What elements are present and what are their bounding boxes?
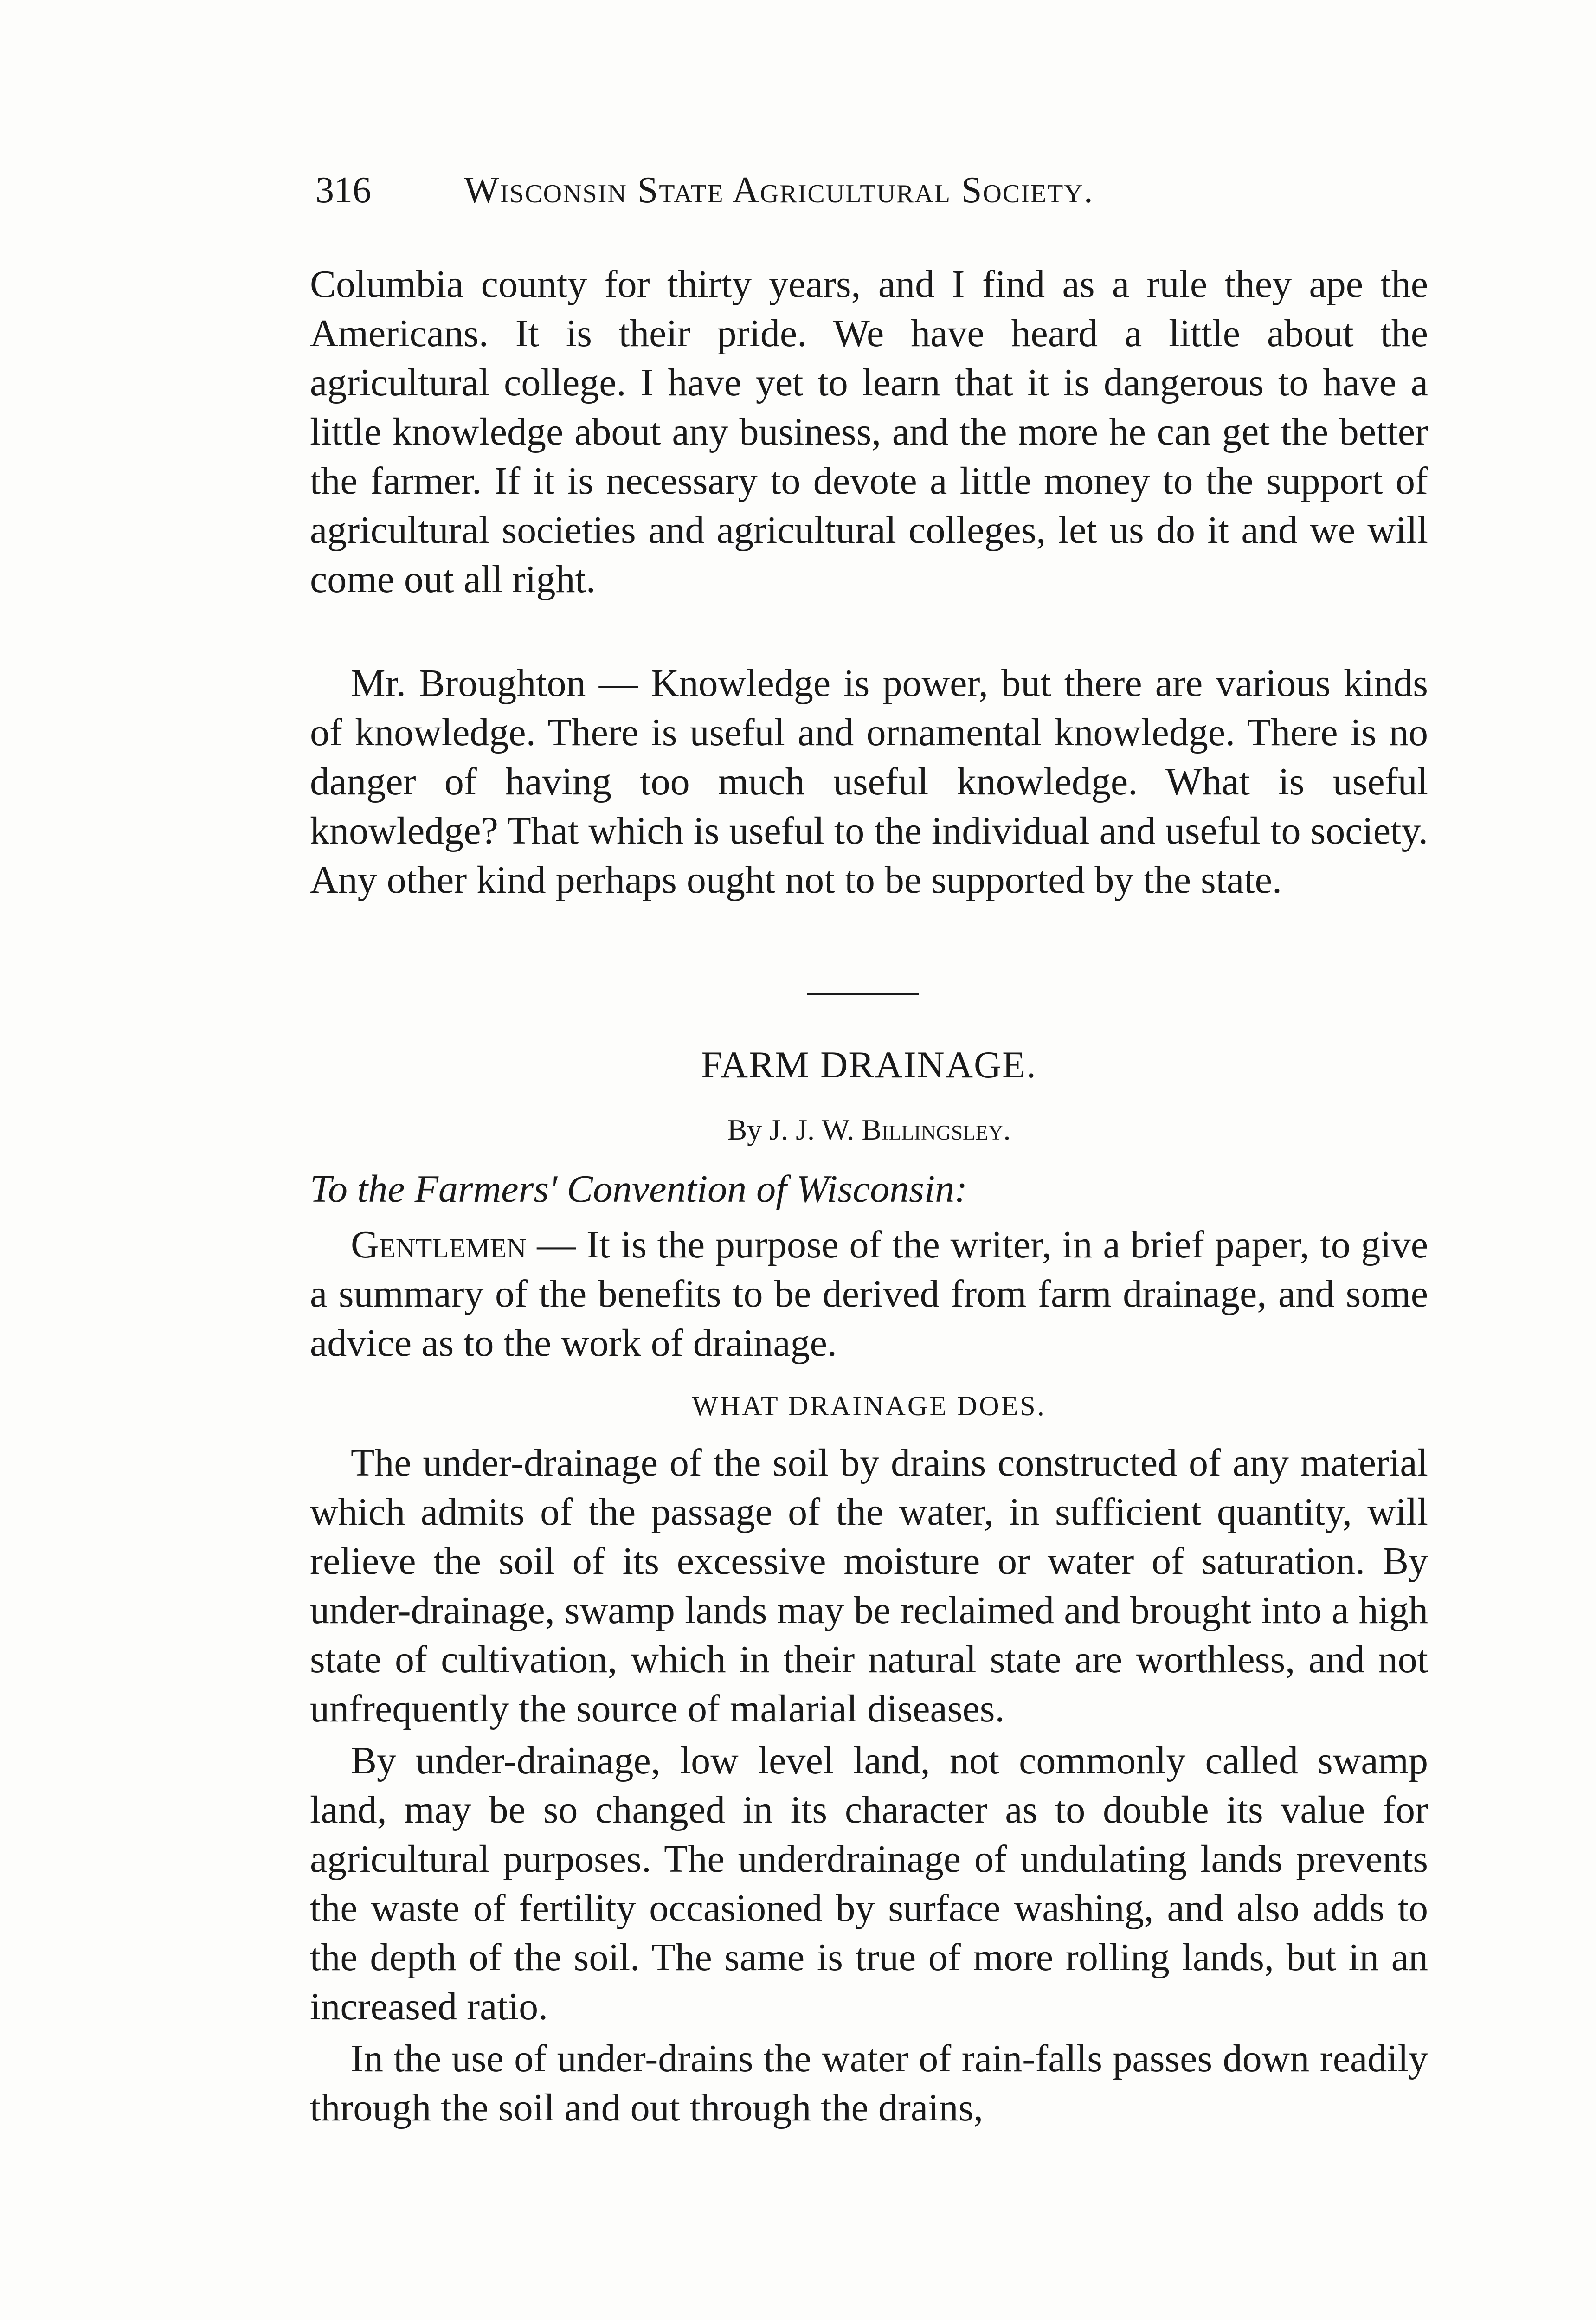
byline-author: J. J. W. Billingsley. — [769, 1113, 1011, 1146]
paragraph-columbia-county: Columbia county for thirty years, and I find as a rule they ape the Americans. It is their pride. We have heard a little about the agricultural college. I have yet to learn that it is dangerous to have a little knowledge about any business, and the more he can get the better the farmer. If it is necessary to devote a little money to the support of agricultural societies and agricultural colleges, let us do it and we will come out all right. — [310, 263, 1428, 601]
page-number: 316 — [315, 170, 371, 211]
section-heading: WHAT DRAINAGE DOES. — [692, 1391, 1046, 1421]
page-header — [315, 165, 1429, 216]
article-byline — [310, 1109, 1428, 1151]
intro-paragraph — [310, 1220, 1428, 1368]
section-divider — [807, 993, 919, 995]
running-title: Wisconsin State Agricultural Society. — [464, 170, 1094, 211]
intro-text: — It is the purpose of the writer, in a brief paper, to give a summary of the benefits to be derived from farm drainage, and some advice as to the work of drainage. — [310, 1223, 1428, 1365]
intro-lead: Gentlemen — [351, 1223, 527, 1266]
broughton-remarks — [310, 659, 1428, 905]
section-body — [310, 1438, 1428, 2135]
byline-prefix: By — [727, 1113, 770, 1146]
continued-paragraph — [310, 260, 1428, 604]
paragraph-under-drainage: The under-drainage of the soil by drains constructed of any material which admits of the passage of the water, in sufficient quantity, will relieve the soil of its excessive moisture or water of saturation. By under-drainage, swamp lands may be reclaimed and brought into a high state of cultivation, which in their natural state are worthless, and not unfrequently the source of malarial diseases. — [310, 1441, 1428, 1730]
paragraph-rain-falls: In the use of under-drains the water of rain-falls passes down readily through the soil and out through the drains, — [310, 2037, 1428, 2129]
article-title: FARM DRAINAGE. — [701, 1044, 1037, 1086]
paragraph-broughton: Mr. Broughton — Knowledge is power, but there are various kinds of knowledge. There is useful and ornamental knowledge. There is no danger of having too much useful knowledge. What is useful knowledge? That which is useful to the individual and useful to society. Any other kind perhaps ought not to be supported by the state. — [310, 662, 1428, 902]
salutation: To the Farmers' Convention of Wisconsin: — [310, 1167, 968, 1211]
paragraph-low-level-land: By under-drainage, low level land, not commonly called swamp land, may be so changed in its character as to double its value for agricultural purposes. The underdrainage of undulating lands prevents the waste of fertility occasioned by surface washing, and also adds to the depth of the soil. The same is true of more rolling lands, but in an increased ratio. — [310, 1739, 1428, 2028]
